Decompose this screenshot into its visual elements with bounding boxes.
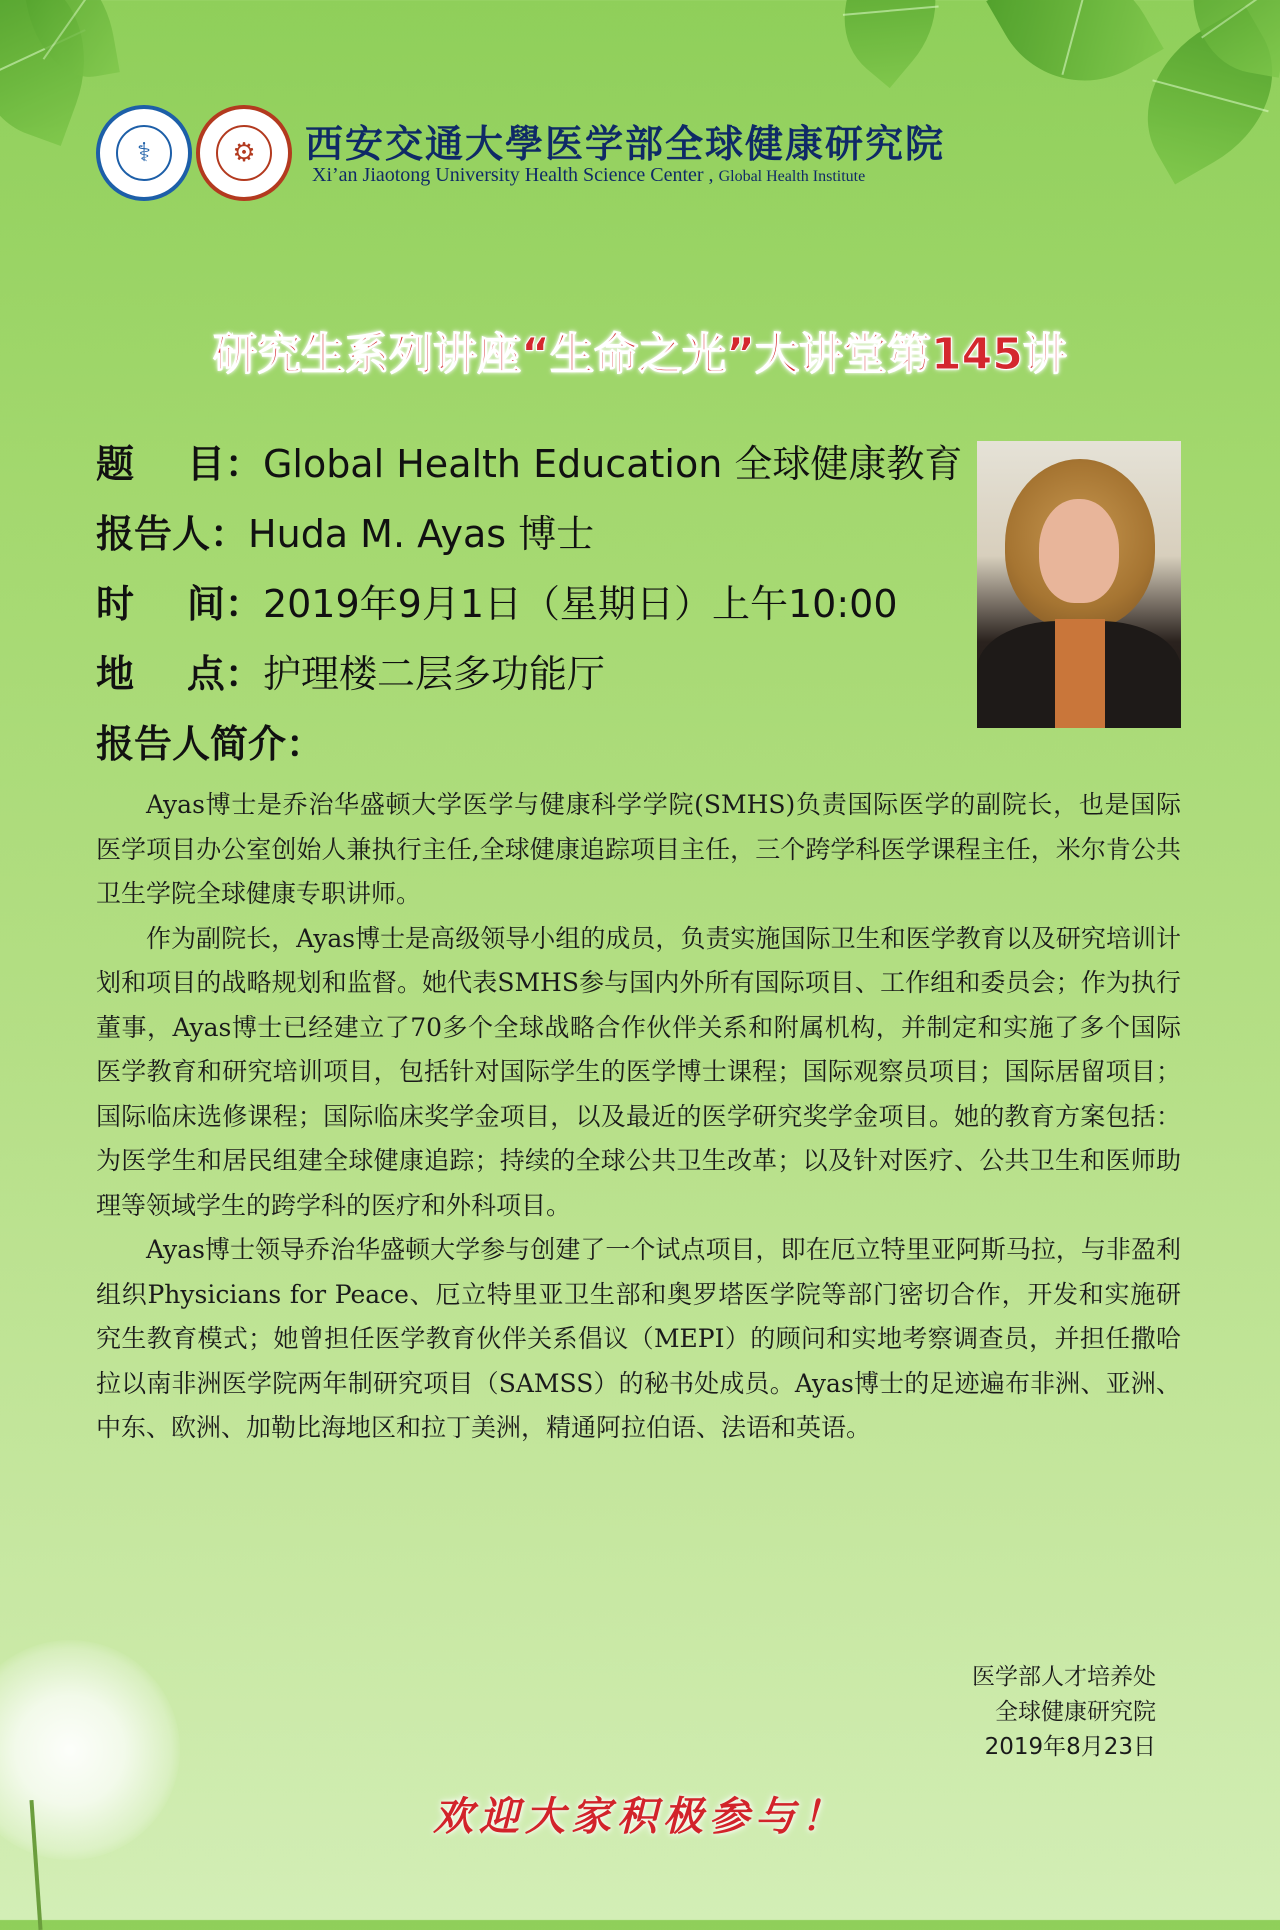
intro-heading-row (96, 713, 324, 768)
university-name-cn (305, 113, 945, 168)
leaf-decoration (986, 0, 1164, 114)
caduceus-icon: ⚕ (116, 125, 172, 181)
institute-logo (196, 105, 292, 201)
photo-shirt (1055, 619, 1105, 728)
place-row (96, 643, 605, 698)
footer-org-2: 全球健康研究院 (995, 1699, 1156, 1725)
speaker-label: 报告人 (96, 512, 211, 556)
university-cn: 西安交通大學 (305, 121, 546, 166)
intro-label: 报告人简介 (96, 722, 287, 766)
series-title: 研究生系列讲座“生命之光”大讲堂第145讲 (213, 329, 1067, 380)
colon: ： (224, 582, 263, 626)
bio-paragraph-2: 作为副院长，Ayas博士是高级领导小组的成员，负责实施国际卫生和医学教育以及研究培训计划和项目的战略规划和监督。她代表SMHS参与国内外所有国际项目、工作组和委员会；作为执行董事，Ayas博士已经建立了70多个全球战略合作伙伴关系和附属机构，并制定和实施了多个国际医学教育和研究培训项目，包括针对国际学生的医学博士课程；国际观察员项目；国际居留项目；国际临床选修课程；国际临床奖学金项目，以及最近的医学研究奖学金项目。她的教育方案包括：为医学生和居民组建全球健康追踪；持续的全球公共卫生改革；以及针对医疗、公共卫生和医师助理等领域学生的跨学科的医疗和外科项目。 (96, 923, 1181, 1220)
time-label: 时 间 (96, 582, 225, 626)
gear-emblem-icon: ⚙ (216, 125, 272, 181)
welcome-slogan: 欢迎大家积极参与！ (433, 1793, 847, 1840)
footer-date: 2019年8月23日 (984, 1734, 1156, 1760)
speaker-photo (977, 441, 1181, 728)
bio-paragraph-1: Ayas博士是乔治华盛顿大学医学与健康科学学院(SMHS)负责国际医学的副院长，也是国际医学项目办公室创始人兼执行主任,全球健康追踪项目主任，三个跨学科医学课程主任，米尔肯公共卫生学院全球健康专职讲师。 (96, 790, 1181, 908)
place-label: 地 点 (96, 652, 225, 696)
topic-value: Global Health Education 全球健康教育 (262, 442, 963, 486)
topic-label: 题 目 (96, 442, 225, 486)
colon: ： (210, 512, 249, 556)
university-en: Xi’an Jiaotong University Health Science Center , (312, 164, 714, 186)
colon: ： (224, 442, 263, 486)
institute-en: Global Health Institute (718, 168, 866, 185)
photo-face (1039, 499, 1119, 603)
leaf-decoration (813, 0, 967, 88)
footer-org-1: 医学部人才培养处 (972, 1664, 1156, 1690)
colon: ： (224, 652, 263, 696)
speaker-value: Huda M. Ayas 博士 (248, 512, 595, 556)
time-row (96, 573, 898, 628)
speaker-row (96, 503, 594, 558)
place-value: 护理楼二层多功能厅 (262, 652, 605, 696)
speaker-bio (96, 783, 1181, 1451)
topic-row (96, 433, 962, 488)
time-value: 2019年9月1日（星期日）上午10:00 (262, 582, 898, 626)
bio-paragraph-3: Ayas博士领导乔治华盛顿大学参与创建了一个试点项目，即在厄立特里亚阿斯马拉，与非盈利组织Physicians for Peace、厄立特里亚卫生部和奥罗塔医学院等部门密切合作，开发和实施研究生教育模式；她曾担任医学教育伙伴关系倡议（MEPI）的顾问和实地考察调查员，并担任撒哈拉以南非洲医学院两年制研究项目（SAMSS）的秘书处成员。Ayas博士的足迹遍布非洲、亚洲、中东、欧洲、加勒比海地区和拉丁美洲，精通阿拉伯语、法语和英语。 (96, 1235, 1181, 1442)
university-logo (96, 105, 192, 201)
department-cn: 医学部全球健康研究院 (545, 122, 946, 166)
university-name-en (312, 164, 865, 187)
colon: ： (286, 722, 325, 766)
